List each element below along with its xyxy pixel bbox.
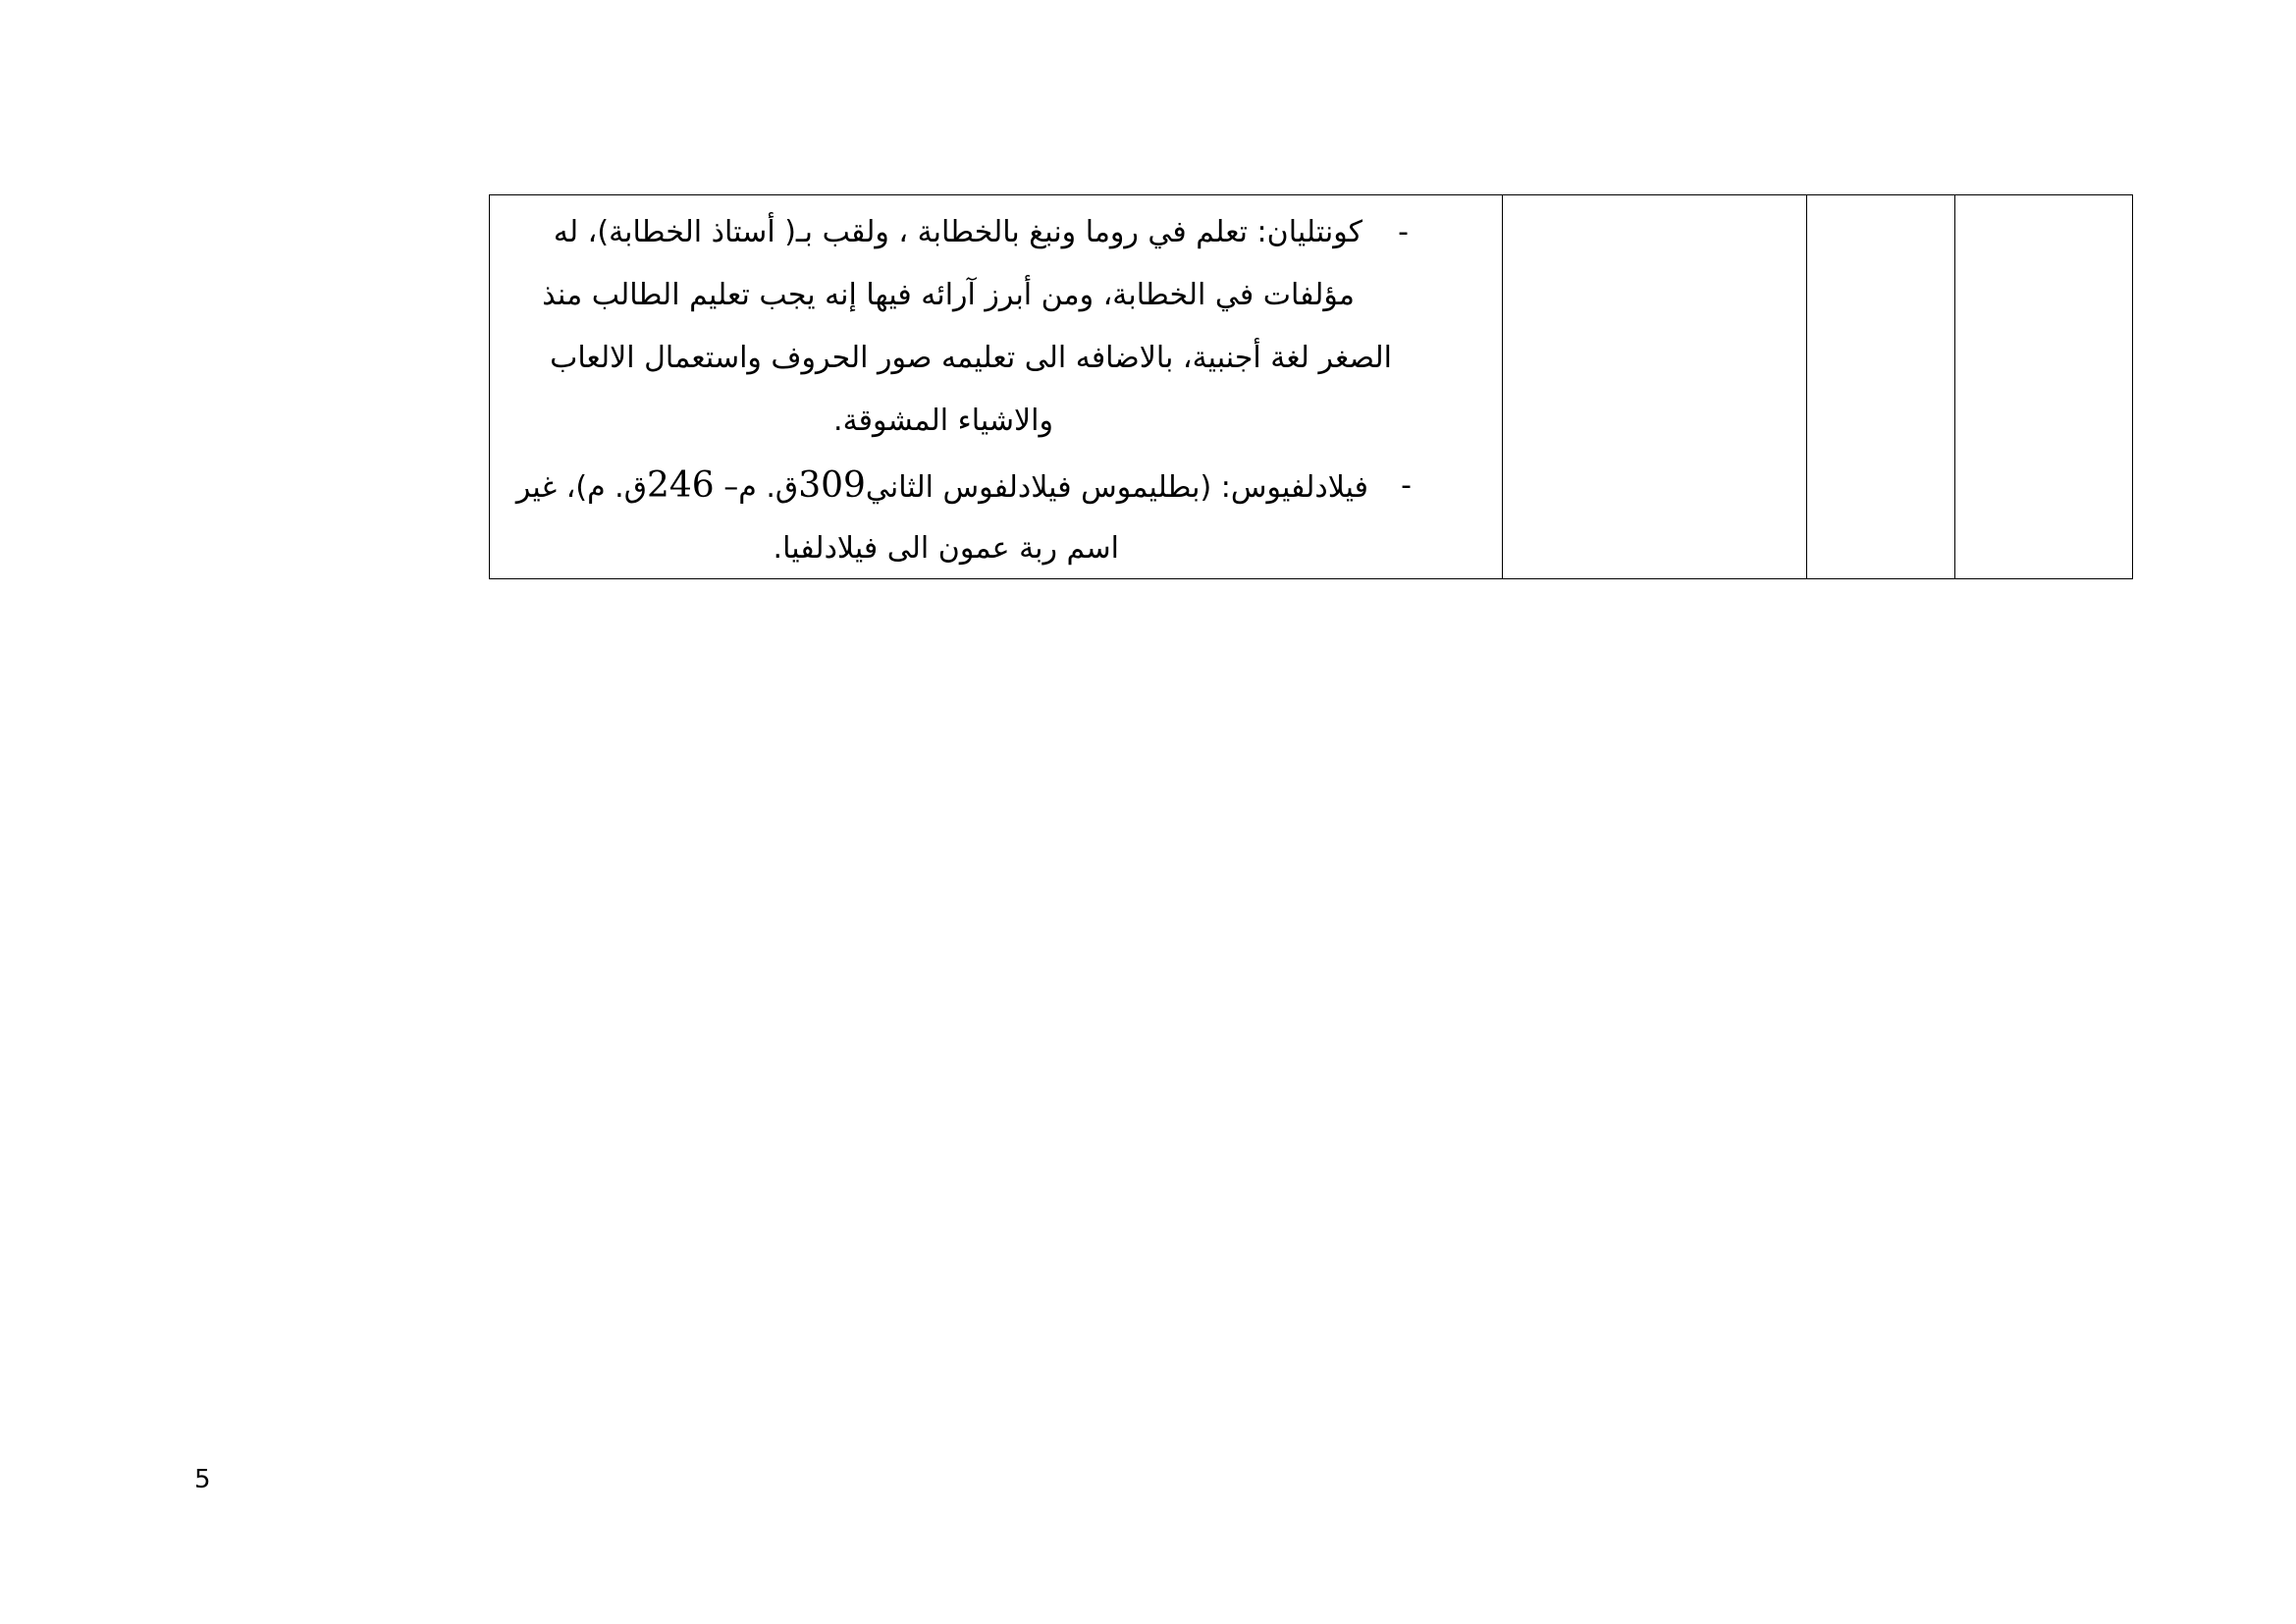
empty-cell — [1503, 195, 1807, 579]
year-number: 309 — [798, 465, 866, 506]
table-row — [490, 195, 2133, 579]
bullet-dash: - — [1401, 468, 1412, 503]
content-table — [489, 194, 2133, 579]
item2-line1-part2: ق. م– — [714, 470, 799, 505]
bullet-dash: - — [1398, 215, 1409, 249]
item1-line2: مؤلفات في الخطابة، ومن أبرز آرائه فيها إنه يجب تعليم الطالب منذ — [542, 278, 1355, 312]
item2-line1-part3: ق. م)، غير — [515, 470, 647, 505]
text-cell — [490, 195, 1503, 579]
text-cell-content — [490, 195, 1502, 578]
item1-line4: والاشياء المشوقة. — [833, 404, 1053, 438]
item1-line3: الصغر لغة أجنبية، بالاضافه الى تعليمه صور الحروف واستعمال الالعاب — [550, 341, 1392, 375]
item2-line1-part1: فيلادلفيوس: (بطليموس فيلادلفوس الثاني — [865, 470, 1368, 505]
empty-cell — [1807, 195, 1955, 579]
page-number: 5 — [194, 1465, 211, 1494]
item1-line1: كونتليان: تعلم في روما ونبغ بالخطابة ، ولقب بـ( أستاذ الخطابة)، له — [553, 215, 1362, 249]
year-number: 246 — [647, 465, 715, 506]
item2-line1 — [516, 466, 1368, 508]
item2-line2: اسم ربة عمون الى فيلادلفيا. — [773, 531, 1119, 566]
empty-cell — [1955, 195, 2133, 579]
